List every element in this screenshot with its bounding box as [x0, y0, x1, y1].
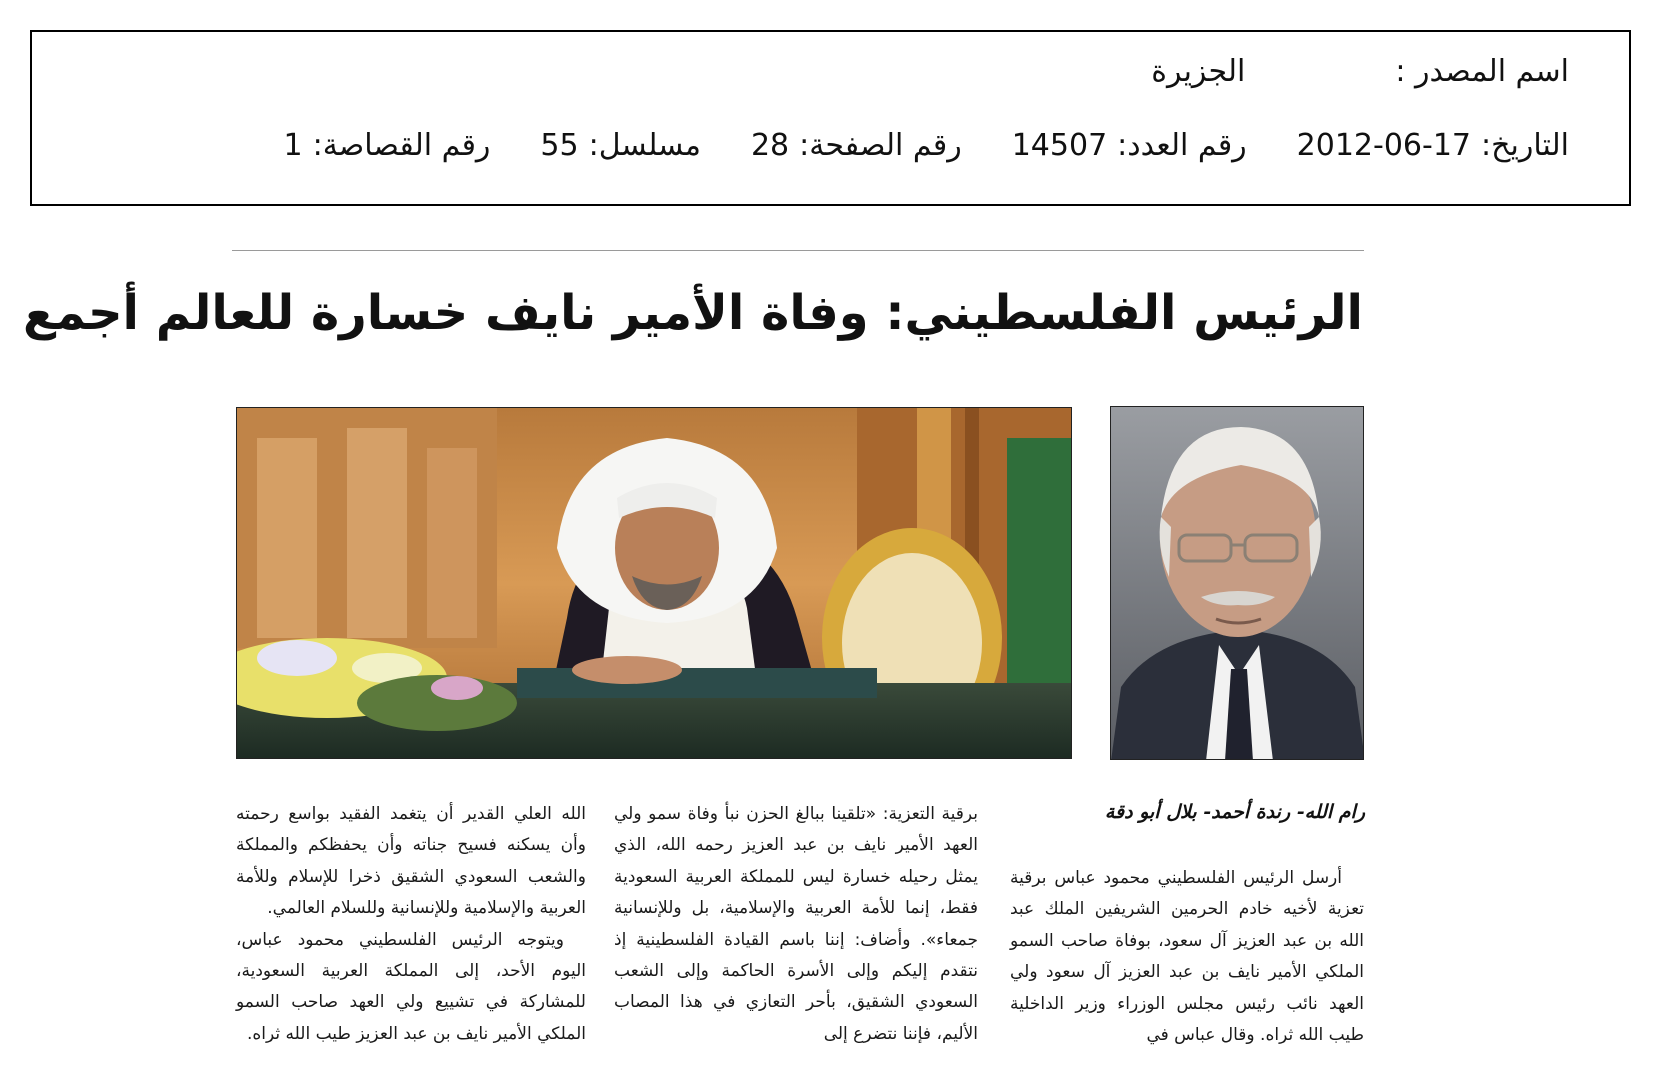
column-left-paragraph-1: الله العلي القدير أن يتغمد الفقيد بواسع رحمته وأن يسكنه فسيح جناته وأن يحفظكم والمملكة والشعب السعودي الشقيق ذخرا للإسلام وللأمة العربية والإسلامية وللإنسانية وللسلام العالمي.: [236, 804, 586, 919]
page-number-value: 28: [750, 128, 790, 163]
column-right-text: أرسل الرئيس الفلسطيني محمود عباس برقية تعزية لأخيه خادم الحرمين الشريفين الملك عبد الله بن عبد العزيز آل سعود، بوفاة صاحب السمو الملكي الأمير نايف بن عبد العزيز آل سعود ولي العهد نائب رئيس مجلس الوزراء وزير الداخلية طيب الله ثراه. وقال عباس في: [1010, 868, 1364, 1046]
clipping-number-field: [284, 128, 491, 163]
source-row: [1151, 54, 1569, 89]
source-label: اسم المصدر :: [1395, 54, 1569, 89]
source-value: الجزيرة: [1151, 54, 1246, 89]
serial-value: 55: [540, 128, 579, 163]
column-left-paragraph-2: ويتوجه الرئيس الفلسطيني محمود عباس، اليوم الأحد، إلى المملكة العربية السعودية، للمشاركة في تشييع ولي العهد صاحب السمو الملكي الأمير نايف بن عبد العزيز طيب الله ثراه.: [236, 929, 586, 1044]
date-label: التاريخ:: [1481, 128, 1569, 163]
main-photo-illustration: [237, 408, 1072, 759]
serial-field: [540, 128, 701, 163]
clipping-number-label: رقم القصاصة:: [312, 128, 491, 163]
article-column-middle: [614, 799, 978, 1050]
article-byline: رام الله- رندة أحمد- بلال أبو دقة: [1104, 801, 1365, 823]
date-value: 2012-06-17: [1296, 128, 1472, 163]
serial-label: مسلسل:: [588, 128, 701, 163]
source-info-box: [30, 30, 1631, 206]
clipping-number-value: 1: [283, 128, 303, 163]
issue-number-value: 14507: [1011, 128, 1108, 163]
main-photo: [236, 407, 1072, 759]
column-middle-text: برقية التعزية: «تلقينا ببالغ الحزن نبأ وفاة سمو ولي العهد الأمير نايف بن عبد العزيز رحمه الله، الذي يمثل رحيله خسارة ليس للمملكة العربية السعودية فقط، إنما للأمة العربية والإسلامية، بل وللإنسانية جمعاء». وأضاف: إننا باسم القيادة الفلسطينية إذ نتقدم إليكم وإلى الأسرة الحاكمة وإلى الشعب السعودي الشقيق، بأحر التعازي في هذا المصاب الأليم، فإننا نتضرع إلى: [614, 804, 978, 1044]
page-number-field: [751, 128, 962, 163]
portrait-photo-illustration: [1111, 407, 1364, 760]
portrait-photo: [1110, 406, 1364, 760]
clipping-top-rule: [232, 250, 1364, 251]
article-column-left: [236, 799, 586, 1050]
article-headline: الرئيس الفلسطيني: وفاة الأمير نايف خسارة للعالم أجمع: [22, 285, 1363, 341]
details-row: [234, 128, 1569, 163]
date-field: [1297, 128, 1569, 163]
article-column-right: [1010, 863, 1364, 1051]
page-number-label: رقم الصفحة:: [799, 128, 962, 163]
issue-number-field: [1012, 128, 1247, 163]
issue-number-label: رقم العدد:: [1117, 128, 1247, 163]
